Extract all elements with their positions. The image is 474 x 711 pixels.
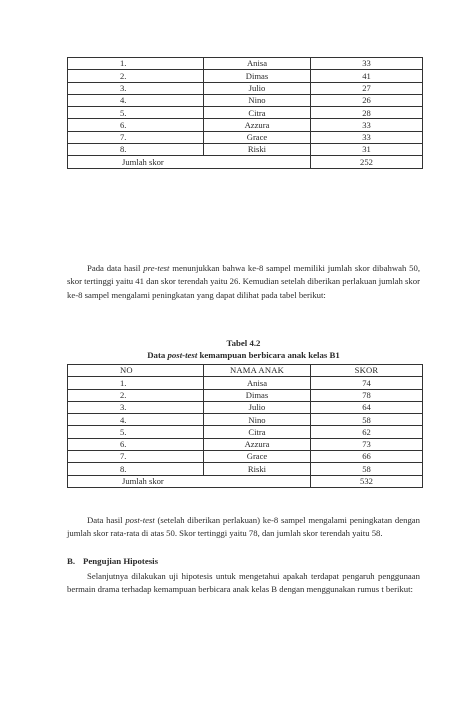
paragraph-text: Pada data hasil — [87, 263, 144, 273]
posttest-summary-paragraph — [67, 514, 420, 541]
italic-term: pre-test — [143, 263, 170, 273]
table-row — [68, 451, 423, 463]
section-title: Pengujian Hipotesis — [83, 556, 159, 566]
row-number: 5. — [68, 426, 204, 438]
row-number: 4. — [68, 94, 204, 106]
score: 66 — [311, 451, 423, 463]
section-number: B. — [67, 556, 76, 566]
table-caption-title — [67, 349, 420, 361]
student-name: Anisa — [204, 58, 311, 70]
table-row — [68, 107, 423, 119]
score: 33 — [311, 131, 423, 143]
score: 58 — [311, 463, 423, 475]
score: 62 — [311, 426, 423, 438]
score: 33 — [311, 58, 423, 70]
total-score: 532 — [311, 475, 423, 487]
section-heading — [67, 556, 158, 566]
row-number: 8. — [68, 463, 204, 475]
row-number: 1. — [68, 377, 204, 389]
row-number: 2. — [68, 70, 204, 82]
student-name: Azzura — [204, 119, 311, 131]
column-header-no: NO — [68, 365, 204, 377]
row-number: 3. — [68, 401, 204, 413]
table-row — [68, 401, 423, 413]
row-number: 1. — [68, 58, 204, 70]
score: 41 — [311, 70, 423, 82]
student-name: Dimas — [204, 70, 311, 82]
row-number: 7. — [68, 451, 204, 463]
caption-text: Data — [147, 350, 168, 360]
paragraph-text: menunjukkan bahwa ke-8 sampel memiliki jumlah skor dibahwah 50, skor tertinggi yaitu 41 dan skor terendah yaitu 26. Kemudian setelah diberikan perlakuan jumlah skor ke-8 sampel mengalami peningkatan yang dapat dilihat pada tabel berikut: — [67, 263, 420, 300]
total-label: Jumlah skor — [68, 156, 311, 168]
score: 74 — [311, 377, 423, 389]
table-row — [68, 463, 423, 475]
student-name: Dimas — [204, 389, 311, 401]
row-number: 8. — [68, 144, 204, 156]
student-name: Riski — [204, 144, 311, 156]
score: 73 — [311, 438, 423, 450]
table-row — [68, 94, 423, 106]
student-name: Azzura — [204, 438, 311, 450]
student-name: Julio — [204, 82, 311, 94]
paragraph-text: (setelah diberikan perlakuan) ke-8 sampel mengalami peningkatan dengan jumlah skor rata-rata di atas 50. Skor tertinggi yaitu 78, dan jumlah skor terendah yaitu 58. — [67, 515, 420, 539]
table-caption-number: Tabel 4.2 — [226, 338, 261, 348]
score: 58 — [311, 414, 423, 426]
posttest-table — [67, 364, 423, 488]
total-row — [68, 156, 423, 168]
table-row — [68, 70, 423, 82]
row-number: 3. — [68, 82, 204, 94]
paragraph-text: Data hasil — [87, 515, 126, 525]
italic-term: post-test — [125, 515, 155, 525]
row-number: 6. — [68, 438, 204, 450]
column-header-score: SKOR — [311, 365, 423, 377]
table-row — [68, 82, 423, 94]
caption-text: kemampuan berbicara anak kelas B1 — [197, 350, 340, 360]
student-name: Grace — [204, 451, 311, 463]
total-label: Jumlah skor — [68, 475, 311, 487]
caption-italic-term: post-test — [167, 350, 198, 360]
table-row — [68, 438, 423, 450]
student-name: Grace — [204, 131, 311, 143]
total-row — [68, 475, 423, 487]
score: 28 — [311, 107, 423, 119]
student-name: Citra — [204, 107, 311, 119]
hypothesis-paragraph: Selanjutnya dilakukan uji hipotesis untuk mengetahui apakah terdapat pengaruh penggunaan bermain drama terhadap kemampuan berbicara anak kelas B dengan menggunakan rumus t berikut: — [67, 571, 420, 595]
row-number: 6. — [68, 119, 204, 131]
column-header-name: NAMA ANAK — [204, 365, 311, 377]
pretest-table — [67, 57, 423, 169]
table-row — [68, 426, 423, 438]
student-name: Riski — [204, 463, 311, 475]
row-number: 2. — [68, 389, 204, 401]
row-number: 4. — [68, 414, 204, 426]
table-row — [68, 389, 423, 401]
student-name: Nino — [204, 414, 311, 426]
row-number: 5. — [68, 107, 204, 119]
total-score: 252 — [311, 156, 423, 168]
student-name: Anisa — [204, 377, 311, 389]
table-row — [68, 119, 423, 131]
row-number: 7. — [68, 131, 204, 143]
table-header-row — [68, 365, 423, 377]
table-row — [68, 377, 423, 389]
table-row — [68, 414, 423, 426]
pretest-summary-paragraph — [67, 262, 420, 302]
score: 78 — [311, 389, 423, 401]
student-name: Nino — [204, 94, 311, 106]
score: 26 — [311, 94, 423, 106]
score: 31 — [311, 144, 423, 156]
table-row — [68, 131, 423, 143]
score: 64 — [311, 401, 423, 413]
table-row — [68, 58, 423, 70]
table-row — [68, 144, 423, 156]
score: 33 — [311, 119, 423, 131]
student-name: Julio — [204, 401, 311, 413]
score: 27 — [311, 82, 423, 94]
student-name: Citra — [204, 426, 311, 438]
